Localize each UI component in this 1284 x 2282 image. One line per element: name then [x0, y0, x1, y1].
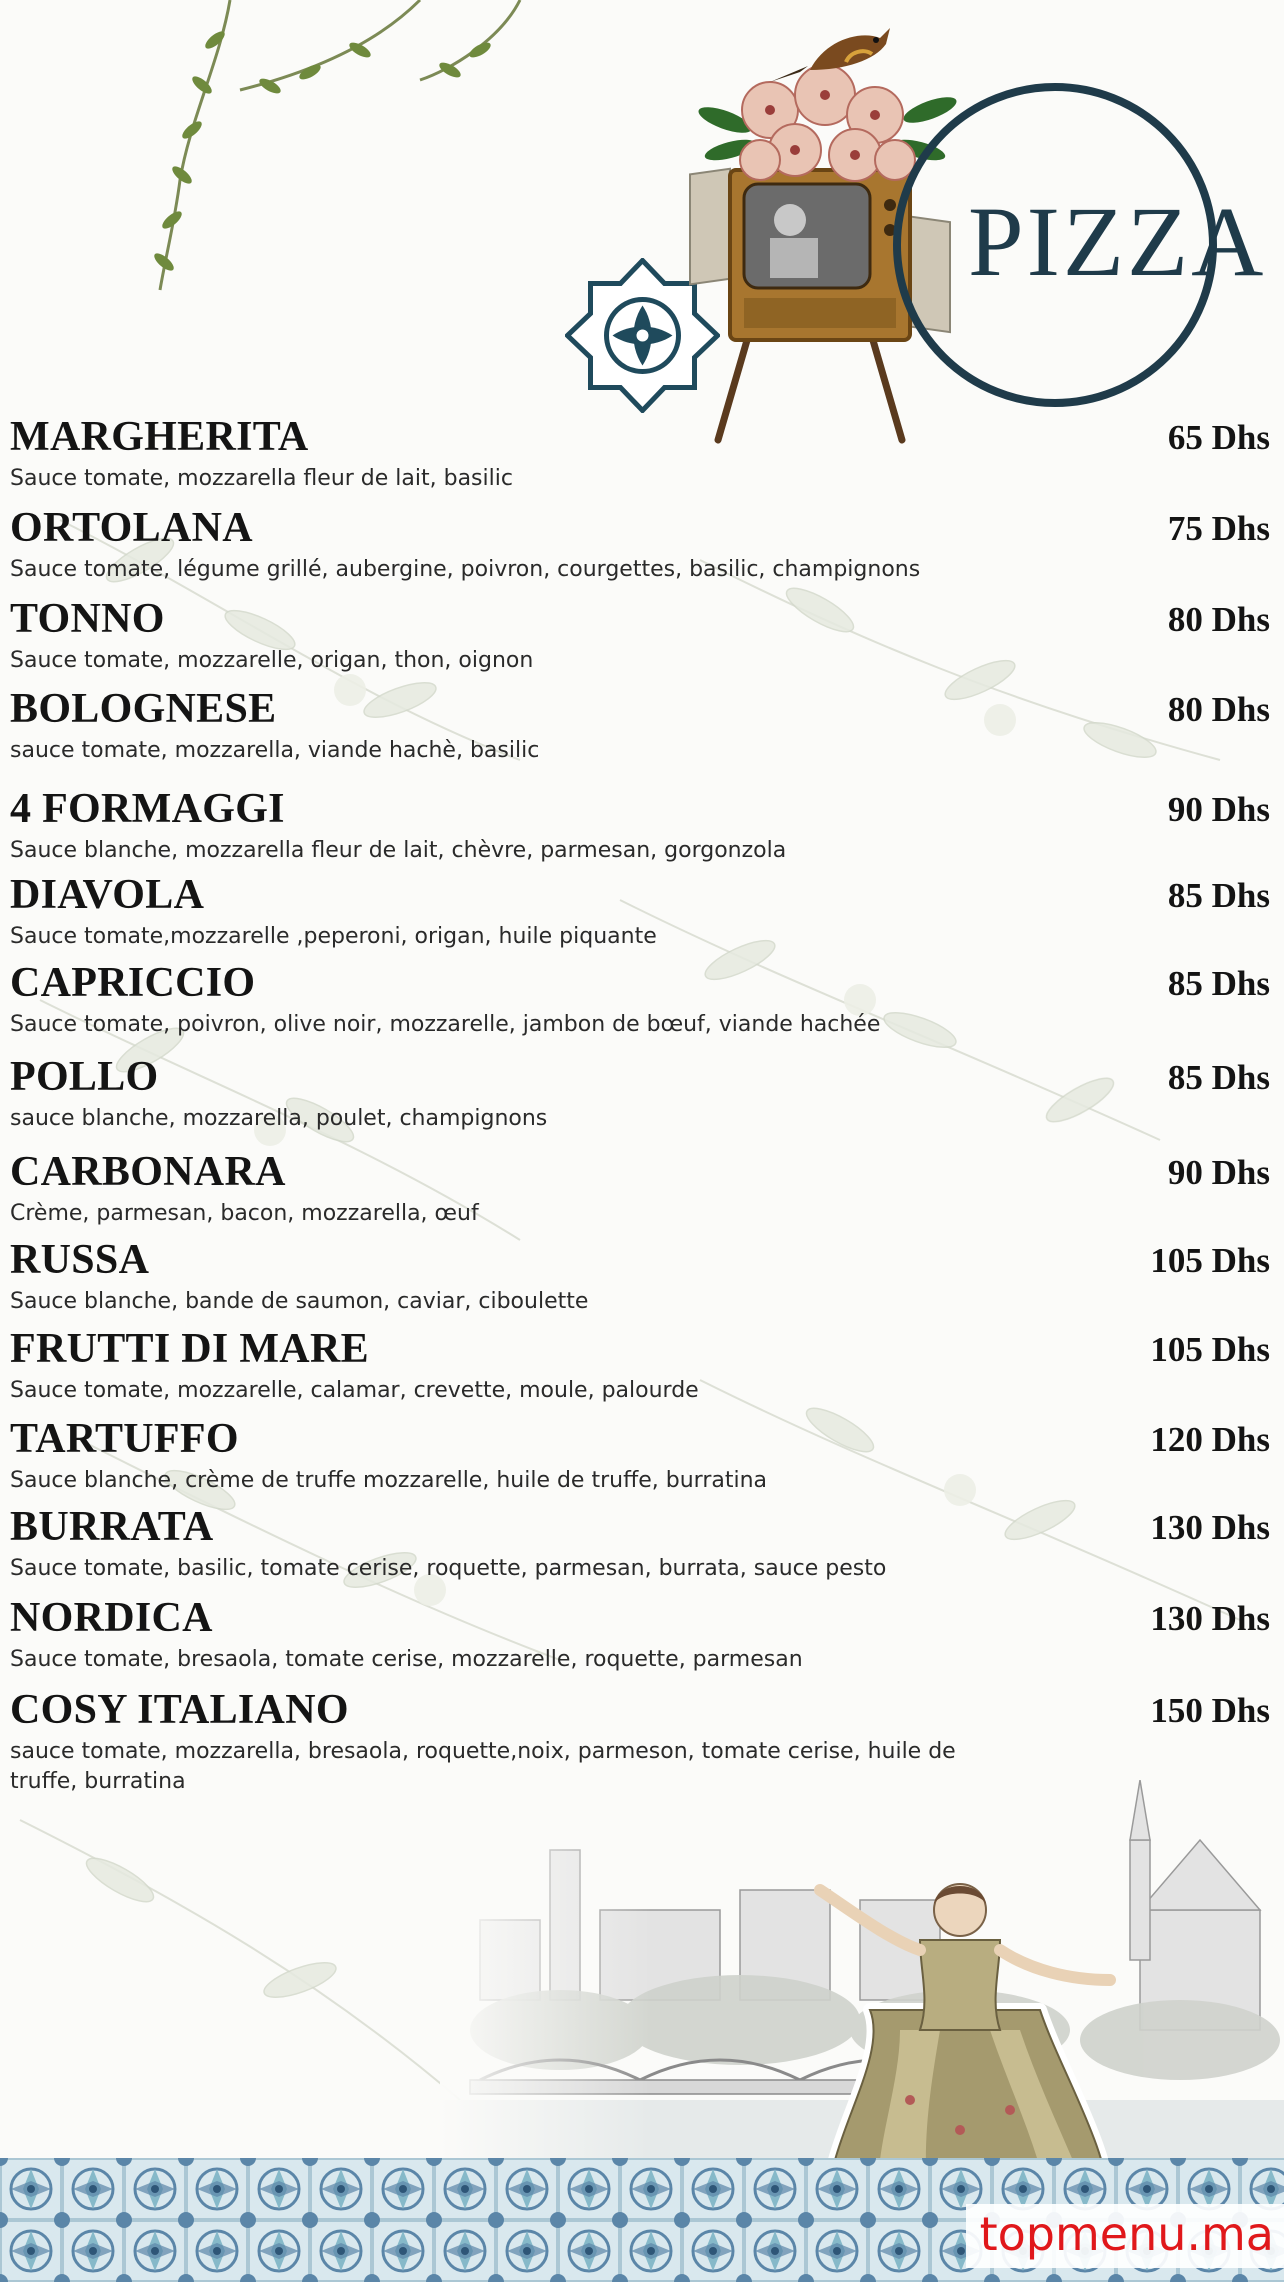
item-name: DIAVOLA [10, 872, 205, 918]
item-price: 85 Dhs [1167, 964, 1270, 1003]
item-price: 80 Dhs [1167, 600, 1270, 639]
item-price: 105 Dhs [1150, 1330, 1270, 1369]
item-name: MARGHERITA [10, 414, 309, 460]
item-description: sauce blanche, mozzarella, poulet, champignons [10, 1106, 548, 1131]
item-description: Sauce blanche, bande de saumon, caviar, ciboulette [10, 1289, 589, 1314]
item-price: 80 Dhs [1167, 690, 1270, 729]
item-name: TONNO [10, 596, 165, 642]
item-name: FRUTTI DI MARE [10, 1326, 369, 1372]
hanging-vine-illustration [120, 0, 580, 300]
item-price: 130 Dhs [1150, 1599, 1270, 1638]
item-name: RUSSA [10, 1237, 150, 1283]
item-name: CARBONARA [10, 1149, 286, 1195]
item-price: 130 Dhs [1150, 1508, 1270, 1547]
item-description: Sauce tomate,mozzarelle ,peperoni, origan, huile piquante [10, 924, 657, 949]
item-price: 120 Dhs [1150, 1420, 1270, 1459]
item-description: Sauce tomate, mozzarelle, origan, thon, oignon [10, 648, 534, 673]
item-description: Sauce tomate, légume grillé, aubergine, poivron, courgettes, basilic, champignons [10, 557, 921, 582]
item-price: 105 Dhs [1150, 1241, 1270, 1280]
item-description: Sauce tomate, poivron, olive noir, mozzarelle, jambon de bœuf, viande hachée [10, 1012, 881, 1037]
item-price: 90 Dhs [1167, 1153, 1270, 1192]
item-description: sauce tomate, mozzarella, viande hachè, basilic [10, 738, 540, 763]
item-name: ORTOLANA [10, 505, 253, 551]
item-description: sauce tomate, mozzarella, bresaola, roquette,noix, parmeson, tomate cerise, huile de truffe, burratina [10, 1739, 956, 1794]
item-price: 85 Dhs [1167, 876, 1270, 915]
item-name: BURRATA [10, 1504, 214, 1550]
item-description: Sauce blanche, crème de truffe mozzarelle, huile de truffe, burratina [10, 1468, 768, 1493]
item-description: Sauce blanche, mozzarella fleur de lait, chèvre, parmesan, gorgonzola [10, 838, 787, 863]
item-name: COSY ITALIANO [10, 1687, 349, 1733]
item-name: TARTUFFO [10, 1416, 239, 1462]
item-name: CAPRICCIO [10, 960, 256, 1006]
topmenu-watermark: topmenu.ma [966, 2204, 1284, 2268]
item-name: NORDICA [10, 1595, 213, 1641]
page-title: PIZZA [968, 186, 1267, 297]
item-name: POLLO [10, 1054, 159, 1100]
item-price: 90 Dhs [1167, 790, 1270, 829]
item-name: BOLOGNESE [10, 686, 277, 732]
item-description: Crème, parmesan, bacon, mozzarella, œuf [10, 1201, 479, 1226]
item-price: 65 Dhs [1167, 418, 1270, 457]
item-name: 4 FORMAGGI [10, 786, 285, 832]
item-description: Sauce tomate, mozzarella fleur de lait, basilic [10, 466, 513, 491]
item-description: Sauce tomate, bresaola, tomate cerise, mozzarelle, roquette, parmesan [10, 1647, 803, 1672]
item-price: 150 Dhs [1150, 1691, 1270, 1730]
item-price: 85 Dhs [1167, 1058, 1270, 1097]
item-price: 75 Dhs [1167, 509, 1270, 548]
item-description: Sauce tomate, basilic, tomate cerise, roquette, parmesan, burrata, sauce pesto [10, 1556, 887, 1581]
item-description: Sauce tomate, mozzarelle, calamar, crevette, moule, palourde [10, 1378, 699, 1403]
